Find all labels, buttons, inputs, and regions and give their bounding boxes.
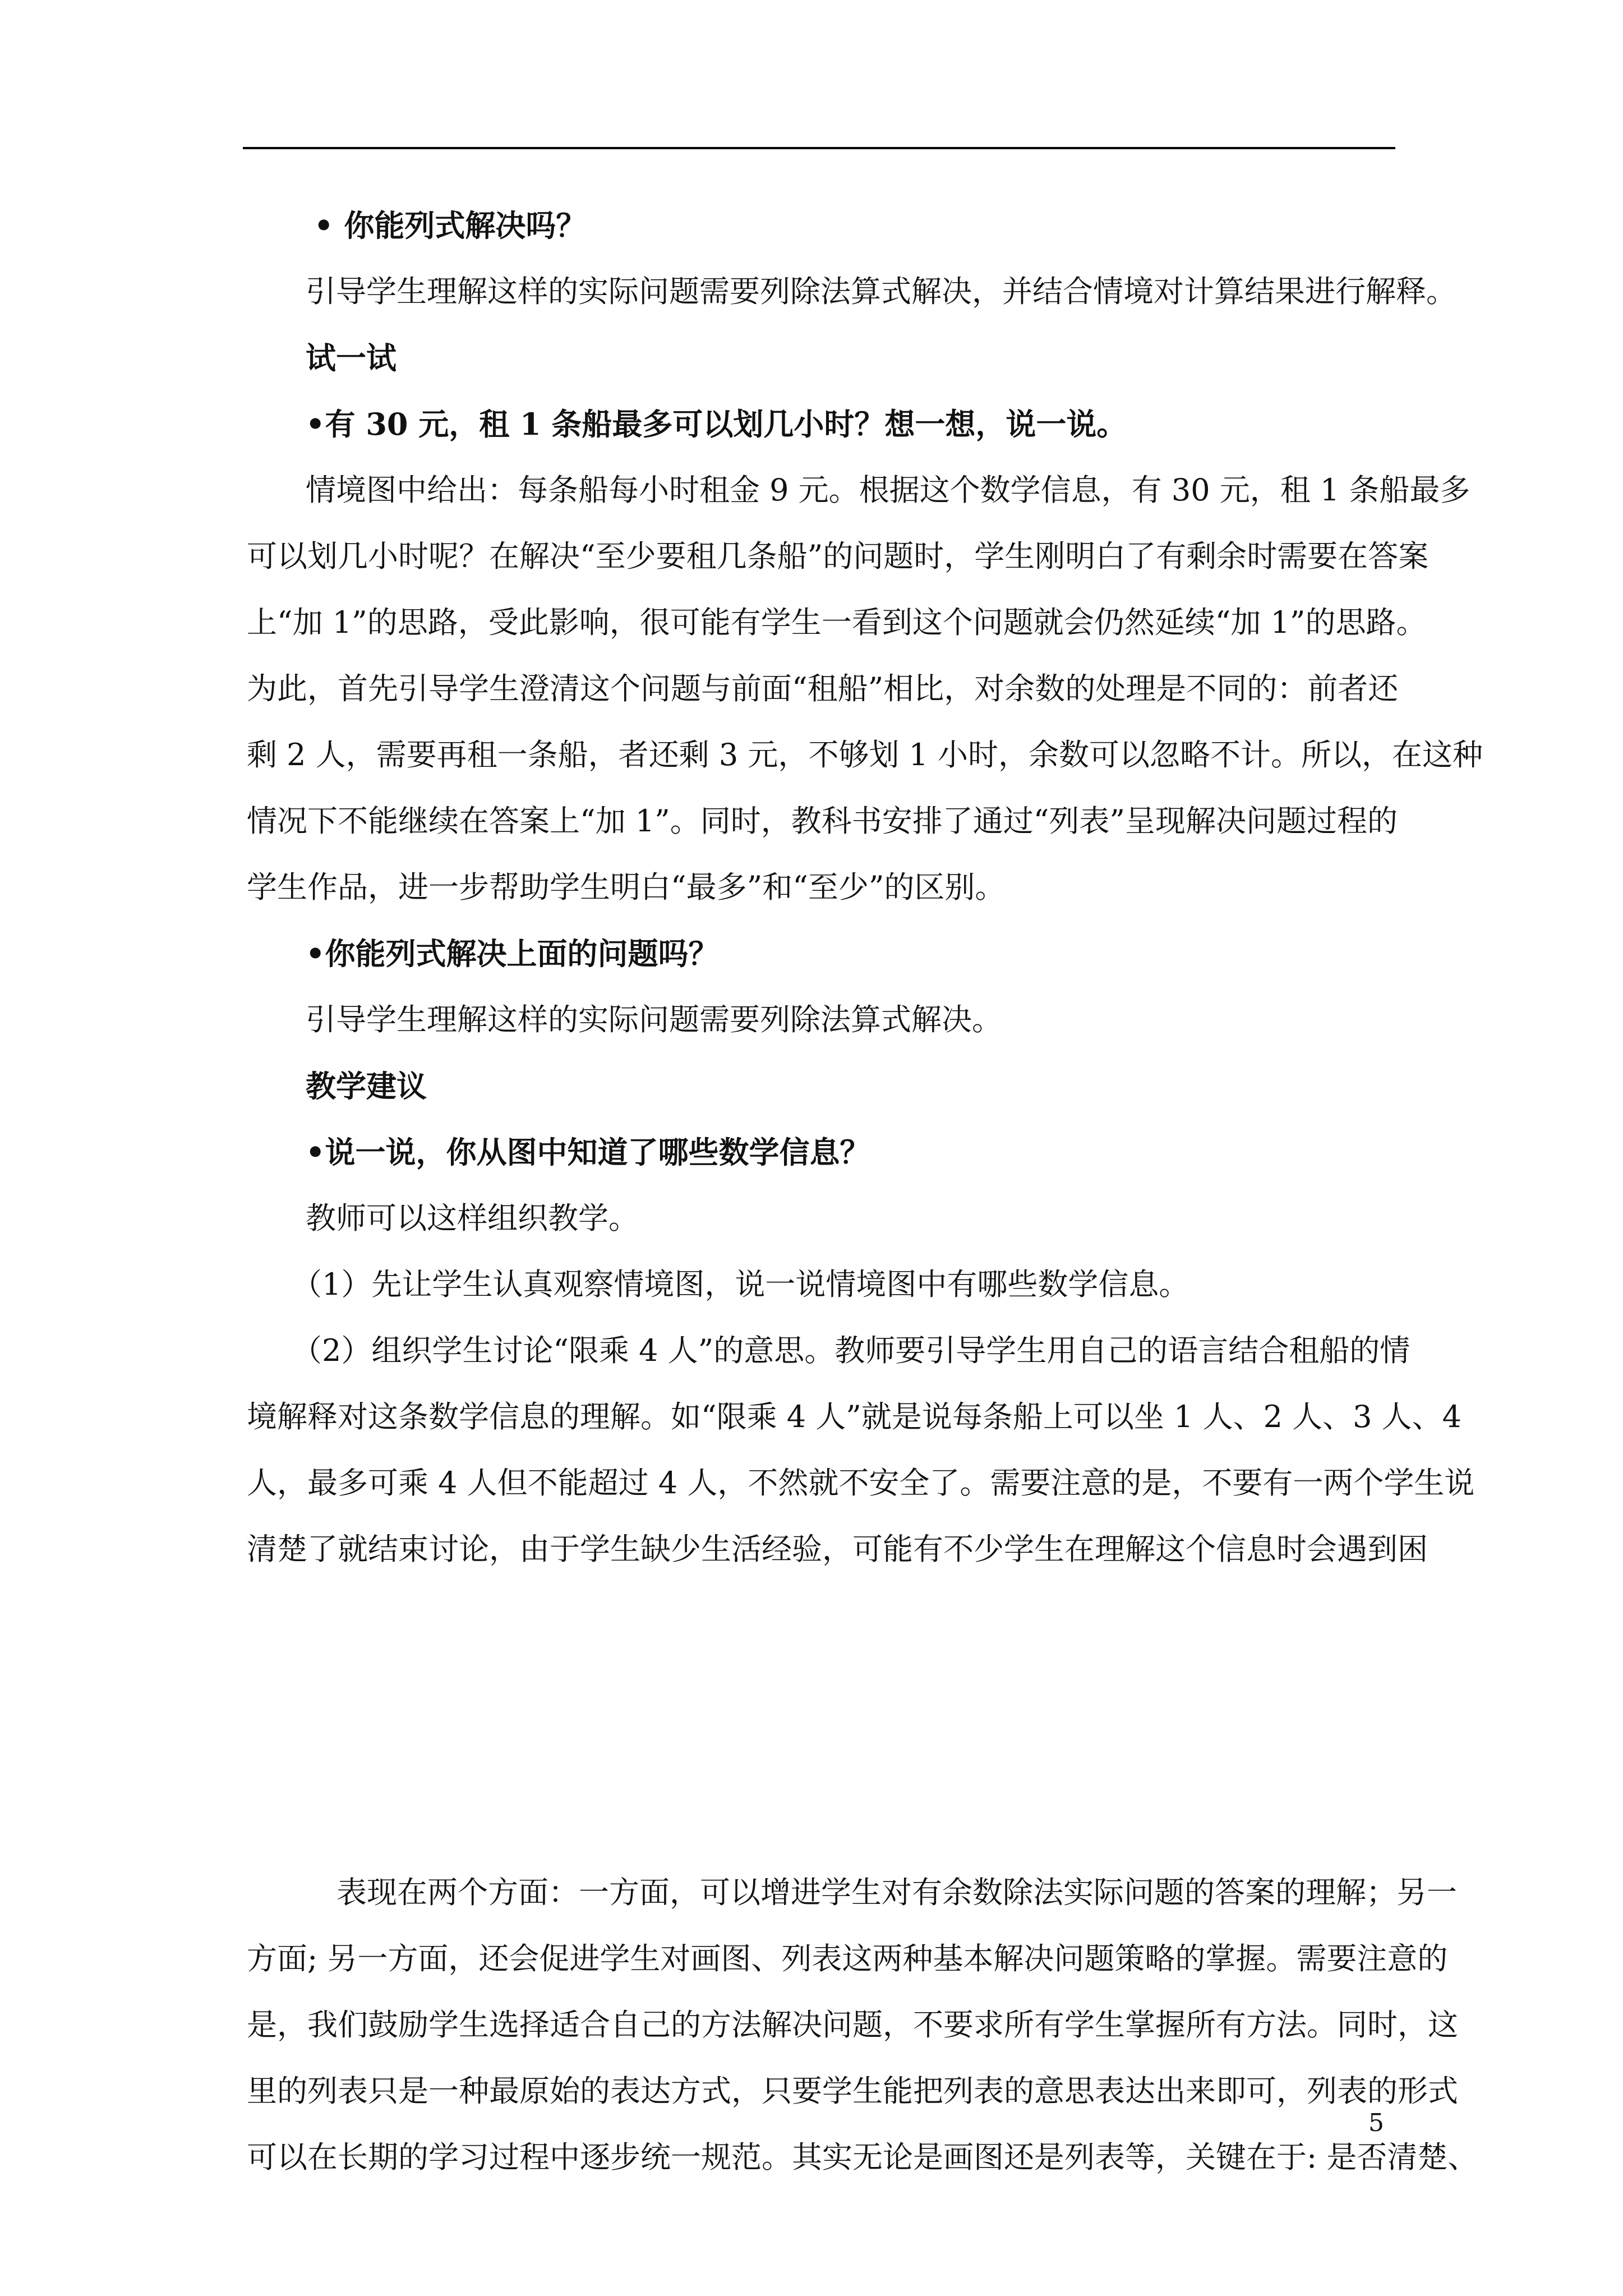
heading-solve-above: •你能列式解决上面的问题吗？	[306, 936, 719, 972]
paragraph-line: 境解释对这条数学信息的理解。如“限乘 4 人”就是说每条船上可以坐 1 人、2 人、3 人、4	[247, 1399, 1461, 1434]
paragraph-line: 可以划几小时呢？在解决“至少要租几条船”的问题时，学生刚明白了有剩余时需要在答案	[247, 539, 1429, 574]
paragraph-line: 可以在长期的学习过程中逐步统一规范。其实无论是画图还是列表等，关键在于: 是否清楚、	[247, 2139, 1478, 2175]
page-number: 5	[1368, 2109, 1384, 2137]
paragraph-line: 为此，首先引导学生澄清这个问题与前面“租船”相比，对余数的处理是不同的：前者还	[247, 671, 1399, 706]
paragraph: 引导学生理解这样的实际问题需要列除法算式解决。	[306, 1002, 1002, 1037]
paragraph-line: 学生作品，进一步帮助学生明白“最多”和“至少”的区别。	[247, 869, 1006, 905]
paragraph-line: 清楚了就结束讨论，由于学生缺少生活经验，可能有不少学生在理解这个信息时会遇到困	[247, 1531, 1428, 1567]
heading-thirty-yuan: •有 30 元，租 1 条船最多可以划几小时？想一想，说一说。	[306, 406, 1127, 442]
heading-can-you-solve: • 你能列式解决吗？	[314, 208, 587, 243]
paragraph-line: 情况下不能继续在答案上“加 1”。同时，教科书安排了通过“列表”呈现解决问题过程的	[247, 803, 1398, 839]
paragraph: 引导学生理解这样的实际问题需要列除法算式解决，并结合情境对计算结果进行解释。	[306, 274, 1456, 309]
paragraph-line: 方面; 另一方面，还会促进学生对画图、列表这两种基本解决问题策略的掌握。需要注意的	[247, 1941, 1448, 1976]
paragraph-line: （2）组织学生讨论“限乘 4 人”的意思。教师要引导学生用自己的语言结合租船的情	[292, 1333, 1410, 1368]
paragraph-line: 里的列表只是一种最原始的表达方式，只要学生能把列表的意思表达出来即可，列表的形式	[247, 2073, 1458, 2109]
paragraph-line: 表现在两个方面：一方面，可以增进学生对有余数除法实际问题的答案的理解；另一	[336, 1875, 1457, 1910]
heading-teaching-suggestions: 教学建议	[306, 1068, 427, 1104]
paragraph-line: 是，我们鼓励学生选择适合自己的方法解决问题，不要求所有学生掌握所有方法。同时，这	[247, 2007, 1458, 2042]
paragraph-line: 人，最多可乘 4 人但不能超过 4 人，不然就不安全了。需要注意的是，不要有一两个学生说	[247, 1465, 1475, 1501]
paragraph: 教师可以这样组织教学。	[306, 1200, 639, 1236]
heading-say-info: •说一说，你从图中知道了哪些数学信息？	[306, 1134, 870, 1170]
paragraph-line: 情境图中给出：每条船每小时租金 9 元。根据这个数学信息，有 30 元，租 1 条船最多	[306, 472, 1470, 508]
heading-try-it: 试一试	[306, 340, 396, 376]
paragraph-line: 剩 2 人，需要再租一条船，者还剩 3 元，不够划 1 小时，余数可以忽略不计。所以，在这种	[247, 737, 1483, 772]
header-rule	[243, 147, 1395, 149]
paragraph: （1）先让学生认真观察情境图，说一说情境图中有哪些数学信息。	[292, 1267, 1189, 1302]
paragraph-line: 上“加 1”的思路，受此影响，很可能有学生一看到这个问题就会仍然延续“加 1”的思路。	[247, 605, 1427, 640]
